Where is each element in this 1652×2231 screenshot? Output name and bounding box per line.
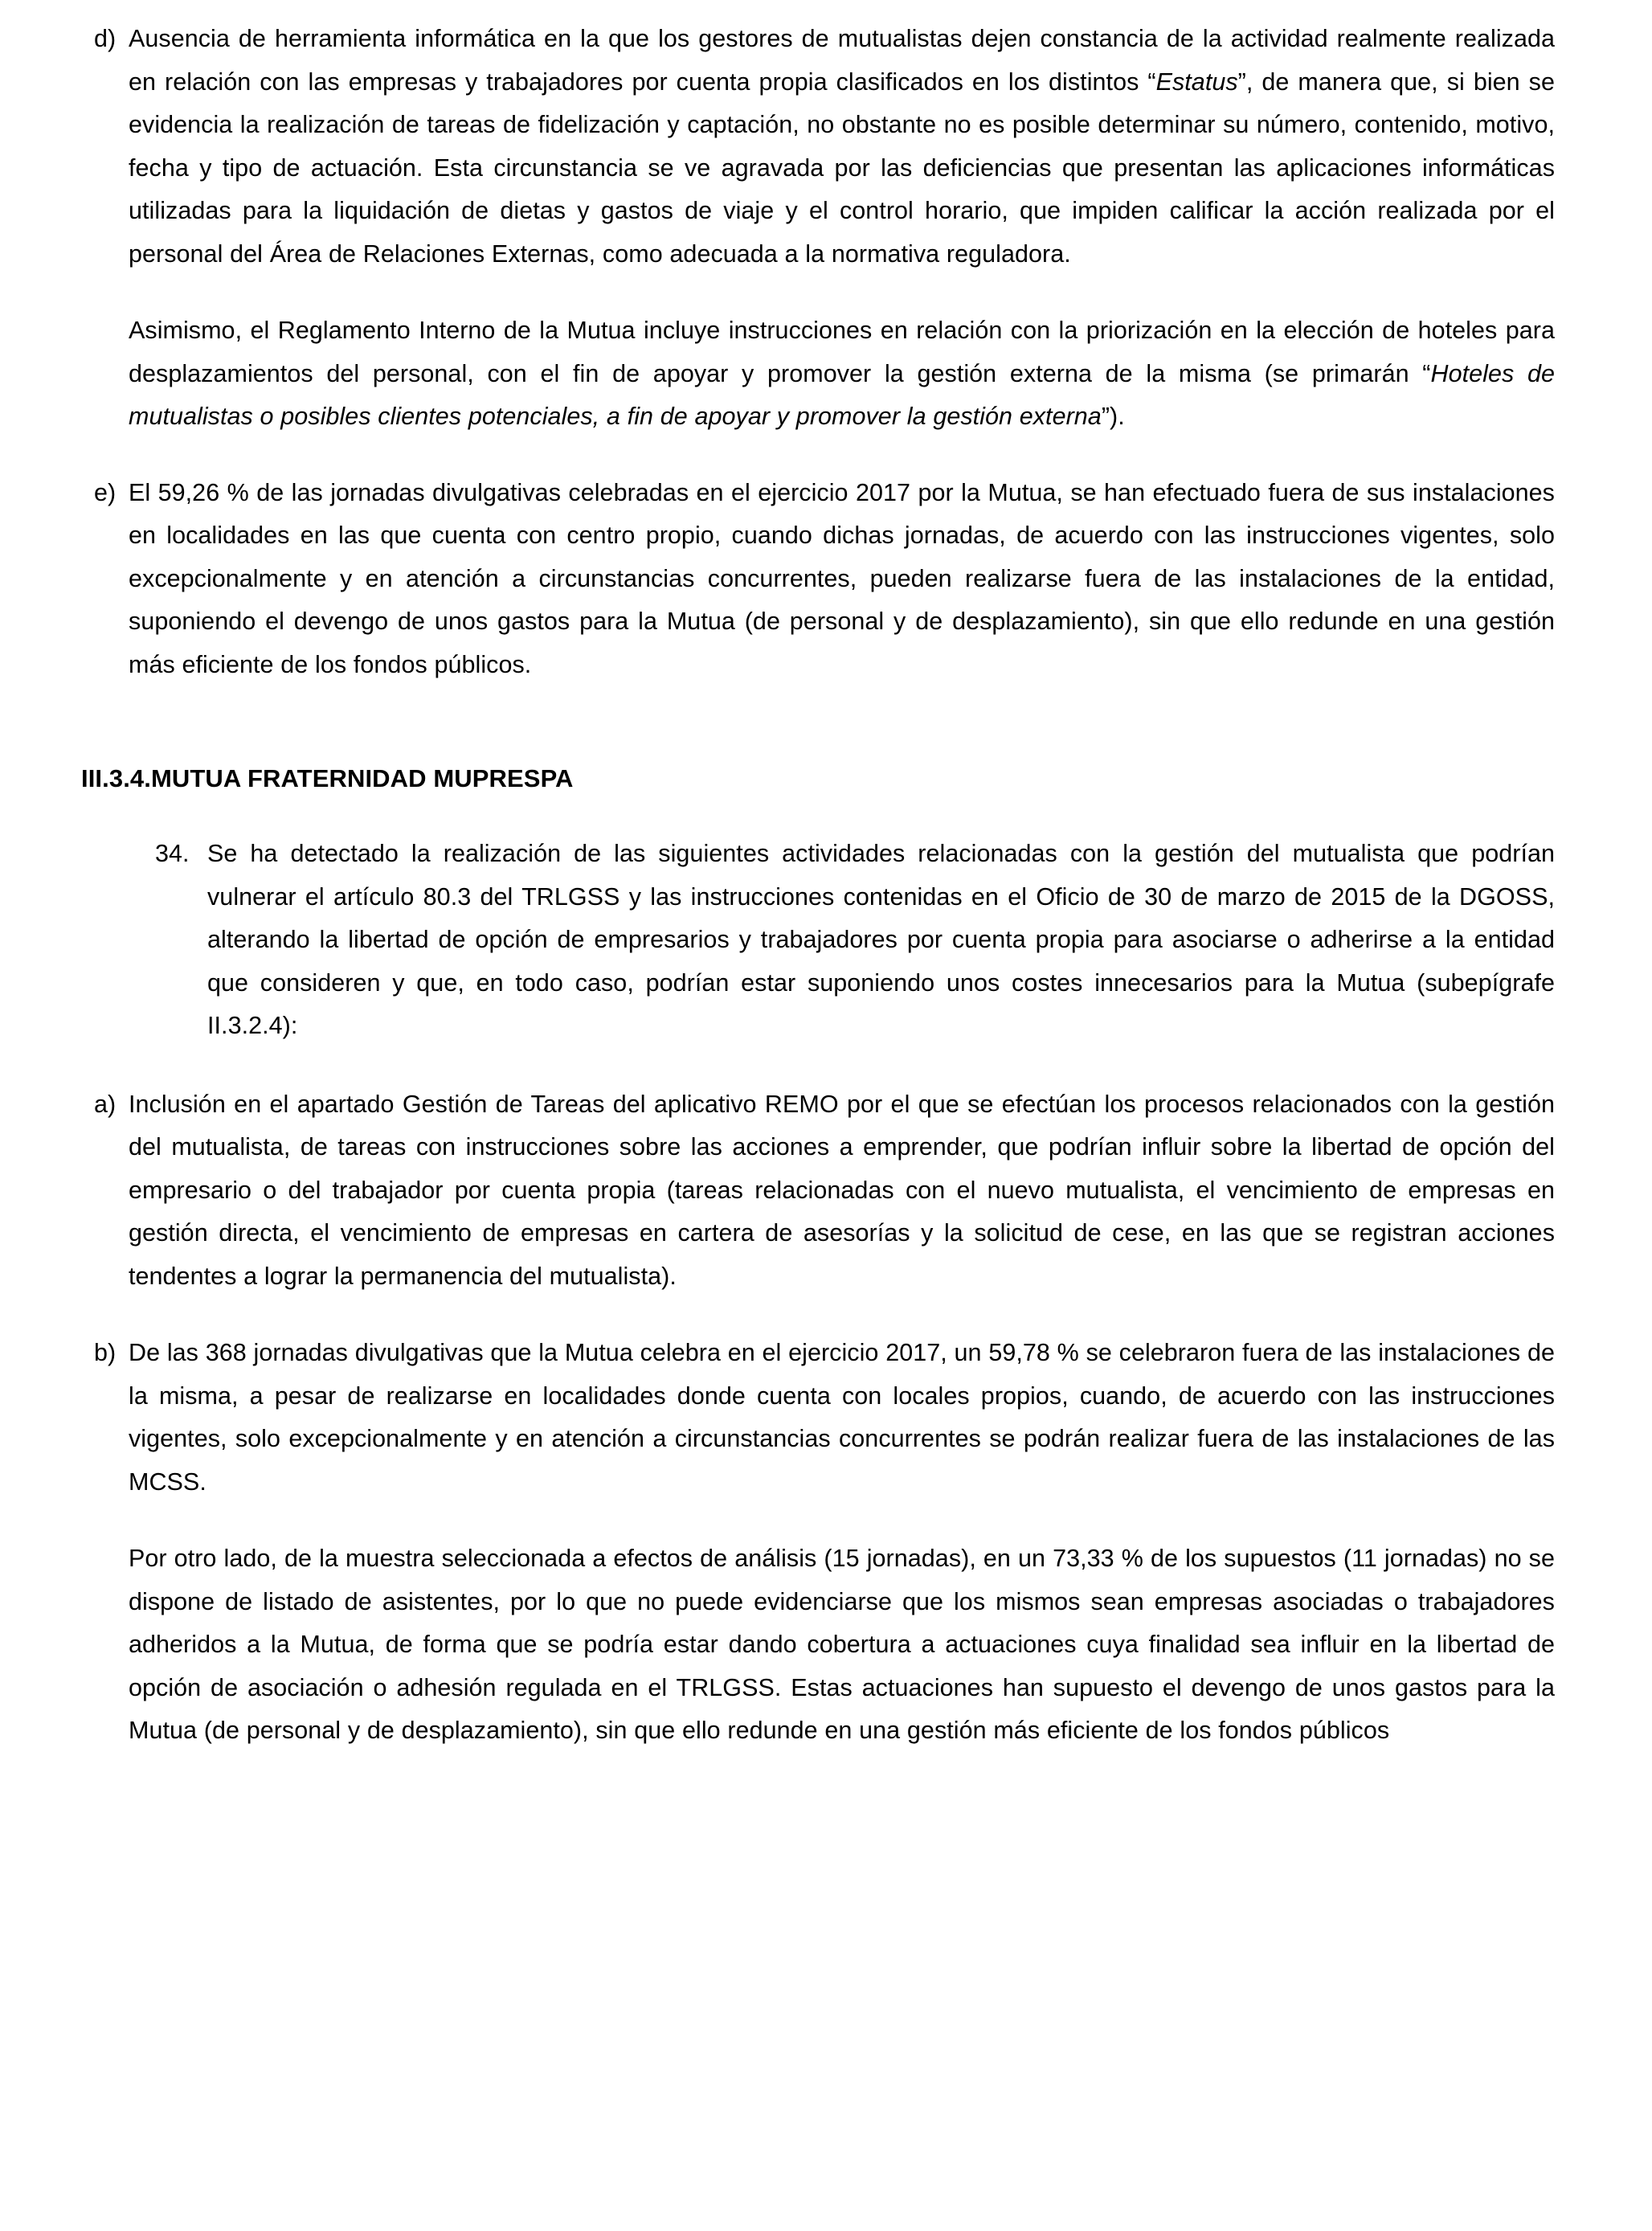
text-run: Se ha detectado la realización de las siguientes actividades relacionadas con la gestión del mutualista que podrían vulnerar el artículo 80.3 del TRLGSS y las instrucciones contenidas en el Oficio de 30 de marzo de 2015 de la DGOSS, alterando la libertad de opción de empresarios y trabajadores por cuenta propia para asociarse o adherirse a la entidad que consideren y que, en todo caso, podrían estar suponiendo unos costes innecesarios para la Mutua (subepígrafe II.3.2.4):	[207, 840, 1555, 1039]
text-run: Asimismo, el Reglamento Interno de la Mutua incluye instrucciones en relación con la priorización en la elección de hoteles para desplazamientos del personal, con el fin de apoyar y promover la gestión externa de la misma (se primarán “	[129, 317, 1555, 387]
paragraph-a-1	[129, 1083, 1555, 1299]
paragraph-e-1	[129, 472, 1555, 687]
numbered-item-34-content	[207, 833, 1555, 1048]
numbered-item-34	[81, 833, 1555, 1048]
numbered-marker-34: 34.	[155, 840, 190, 867]
spacer	[81, 1048, 1555, 1083]
list-marker-d: d)	[94, 25, 117, 52]
text-run: ”).	[1101, 403, 1125, 430]
text-run: El 59,26 % de las jornadas divulgativas celebradas en el ejercicio 2017 por la Mutua, se han efectuado fuera de sus instalaciones en localidades en las que cuenta con centro propio, cuando dichas jornadas, de acuerdo con las instrucciones vigentes, solo excepcionalmente y en atención a circunstancias concurrentes, pueden realizarse fuera de las instalaciones de la entidad, suponiendo el devengo de unos gastos para la Mutua (de personal y de desplazamiento), sin que ello redunde en una gestión más eficiente de los fondos públicos.	[129, 478, 1555, 678]
list-item-e	[81, 472, 1555, 687]
spacer	[81, 686, 1555, 763]
spacer	[81, 439, 1555, 472]
paragraph-b-1	[129, 1332, 1555, 1504]
spacer	[81, 1298, 1555, 1332]
text-run: Por otro lado, de la muestra seleccionada a efectos de análisis (15 jornadas), en un 73,33 % de los supuestos (11 jornadas) no se dispone de listado de asistentes, por lo que no puede evidenciarse que los mismos sean empresas asociadas o trabajadores adheridos a la Mutua, de forma que se podría estar dando cobertura a actuaciones cuya finalidad sea influir en la libertad de opción de asociación o adhesión regulada en el TRLGSS. Estas actuaciones han supuesto el devengo de unos gastos para la Mutua (de personal y de desplazamiento), sin que ello redunde en una gestión más eficiente de los fondos públicos	[129, 1545, 1555, 1744]
section-heading	[81, 763, 1555, 795]
emphasis-hoteles: Hoteles de mutualistas o posibles clientes potenciales, a fin de apoyar y promover la gestión externa	[129, 359, 1555, 430]
list-item-b	[81, 1332, 1555, 1753]
list-marker-e: e)	[94, 478, 117, 506]
list-marker-b: b)	[94, 1339, 117, 1366]
text-run: De las 368 jornadas divulgativas que la Mutua celebra en el ejercicio 2017, un 59,78 % se celebraron fuera de las instalaciones de la misma, a pesar de realizarse en localidades donde cuenta con locales propios, cuando, de acuerdo con las instrucciones vigentes, solo excepcionalmente y en atención a circunstancias concurrentes se podrán realizar fuera de las instalaciones de las MCSS.	[129, 1339, 1555, 1496]
paragraph-d-1	[129, 18, 1555, 276]
list-item-d-content	[129, 18, 1555, 439]
emphasis-estatus: Estatus	[1155, 68, 1238, 96]
text-run: Inclusión en el apartado Gestión de Tareas del aplicativo REMO por el que se efectúan los procesos relacionados con la gestión del mutualista, de tareas con instrucciones sobre las acciones a emprender, que podrían influir sobre la libertad de opción del empresario o del trabajador por cuenta propia (tareas relacionadas con el nuevo mutualista, el vencimiento de empresas en gestión directa, el vencimiento de empresas en cartera de asesorías y la solicitud de cese, en las que se registran acciones tendentes a lograr la permanencia del mutualista).	[129, 1090, 1555, 1290]
list-marker-a: a)	[94, 1090, 117, 1118]
list-item-b-content	[129, 1332, 1555, 1753]
list-item-a-content	[129, 1083, 1555, 1299]
section-heading-number: III.3.4.	[81, 764, 151, 792]
spacer	[81, 795, 1555, 833]
text-run: ”, de manera que, si bien se evidencia la realización de tareas de fidelización y captación, no obstante no es posible determinar su número, contenido, motivo, fecha y tipo de actuación. Esta circunstancia se ve agravada por las deficiencias que presentan las aplicaciones informáticas utilizadas para la liquidación de dietas y gastos de viaje y el control horario, que impiden calificar la acción realizada por el personal del Área de Relaciones Externas, como adecuada a la normativa reguladora.	[129, 68, 1555, 268]
paragraph-34-1	[207, 833, 1555, 1048]
paragraph-b-2	[129, 1537, 1555, 1753]
paragraph-d-2	[129, 309, 1555, 439]
text-run: Ausencia de herramienta informática en la que los gestores de mutualistas dejen constancia de la actividad realmente realizada en relación con las empresas y trabajadores por cuenta propia clasificados en los distintos “	[129, 25, 1555, 96]
list-item-a	[81, 1083, 1555, 1299]
section-heading-title: MUTUA FRATERNIDAD MUPRESPA	[150, 764, 574, 792]
list-item-d	[81, 18, 1555, 439]
list-item-e-content	[129, 472, 1555, 687]
